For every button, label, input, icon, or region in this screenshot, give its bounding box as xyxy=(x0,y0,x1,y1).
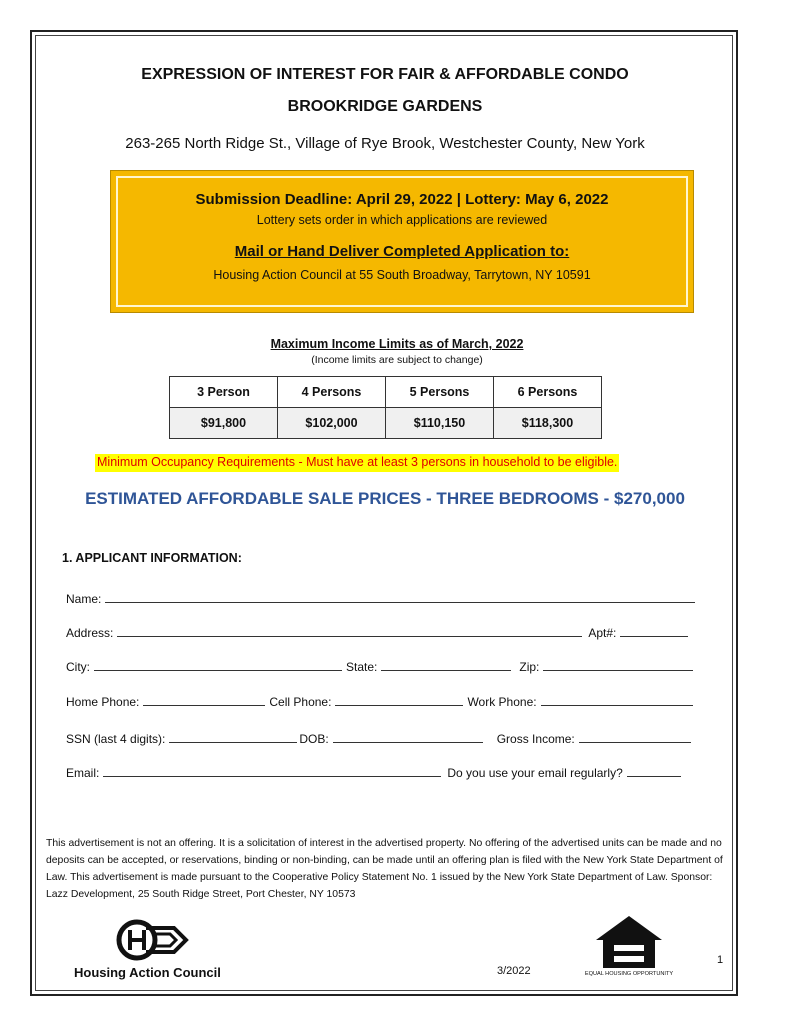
email-field[interactable] xyxy=(103,765,441,777)
city-label: City: xyxy=(66,660,90,674)
phone-row xyxy=(66,694,693,709)
address-row xyxy=(66,625,688,640)
dob-field[interactable] xyxy=(333,731,483,743)
state-field[interactable] xyxy=(381,659,511,671)
ssn-label: SSN (last 4 digits): xyxy=(66,732,166,746)
mail-address: Housing Action Council at 55 South Broadway, Tarrytown, NY 10591 xyxy=(213,268,591,282)
table-cell: $110,150 xyxy=(386,408,494,439)
property-name: BROOKRIDGE GARDENS xyxy=(287,98,483,115)
hac-logo-icon xyxy=(116,918,190,962)
cell-phone-label: Cell Phone: xyxy=(269,695,332,709)
table-cell: $118,300 xyxy=(494,408,602,439)
property-address: 263-265 North Ridge St., Village of Rye Brook, Westchester County, New York xyxy=(125,135,645,152)
table-cell: $91,800 xyxy=(170,408,278,439)
gross-income-label: Gross Income: xyxy=(496,732,575,746)
min-occupancy-notice: Minimum Occupancy Requirements - Must have at least 3 persons in household to be eligible. xyxy=(95,454,619,472)
table-header-cell: 5 Persons xyxy=(386,377,494,408)
email-row xyxy=(66,765,681,780)
income-limits-subtitle: (Income limits are subject to change) xyxy=(311,354,483,366)
table-header-row xyxy=(170,377,602,408)
state-label: State: xyxy=(346,660,378,674)
apt-field[interactable] xyxy=(620,625,688,637)
work-phone-field[interactable] xyxy=(541,694,693,706)
equal-housing-icon xyxy=(584,914,674,984)
estimated-sale-price: ESTIMATED AFFORDABLE SALE PRICES - THREE BEDROOMS - $270,000 xyxy=(85,489,685,508)
table-cell: $102,000 xyxy=(278,408,386,439)
cell-phone-field[interactable] xyxy=(335,694,463,706)
name-row xyxy=(66,591,695,606)
gross-income-field[interactable] xyxy=(579,731,691,743)
document-date: 3/2022 xyxy=(497,965,531,977)
ssn-dob-income-row xyxy=(66,731,691,746)
notice-box xyxy=(110,170,694,313)
zip-field[interactable] xyxy=(543,659,693,671)
work-phone-label: Work Phone: xyxy=(467,695,537,709)
city-state-zip-row xyxy=(66,659,693,674)
email-regular-field[interactable] xyxy=(627,765,681,777)
table-header-cell: 4 Persons xyxy=(278,377,386,408)
ssn-field[interactable] xyxy=(169,731,297,743)
table-row xyxy=(170,408,602,439)
submission-deadline: Submission Deadline: April 29, 2022 | Lottery: May 6, 2022 xyxy=(195,191,609,208)
income-limits-title: Maximum Income Limits as of March, 2022 xyxy=(270,337,524,351)
eho-text: EQUAL HOUSING OPPORTUNITY xyxy=(584,971,674,977)
zip-label: Zip: xyxy=(519,660,540,674)
table-header-cell: 3 Person xyxy=(170,377,278,408)
home-phone-label: Home Phone: xyxy=(66,695,140,709)
address-field[interactable] xyxy=(117,625,582,637)
email-label: Email: xyxy=(66,766,100,780)
lottery-note: Lottery sets order in which applications are reviewed xyxy=(256,213,548,227)
hac-org-name: Housing Action Council xyxy=(74,965,221,980)
dob-label: DOB: xyxy=(299,732,329,746)
page-number: 1 xyxy=(717,954,724,966)
address-label: Address: xyxy=(66,626,114,640)
name-field[interactable] xyxy=(105,591,695,603)
name-label: Name: xyxy=(66,592,102,606)
mail-instructions-title: Mail or Hand Deliver Completed Application to: xyxy=(234,243,570,260)
home-phone-field[interactable] xyxy=(143,694,265,706)
applicant-section-heading: 1. APPLICANT INFORMATION: xyxy=(62,551,242,565)
apt-label: Apt#: xyxy=(588,626,617,640)
legal-disclaimer: This advertisement is not an offering. It is a solicitation of interest in the advertised property. No offering of the advertised units can be made and no deposits can be accepted, or reservations, binding or non-binding, can be made until an offering plan is filed with the New York State Department of Law. This advertisement is made pursuant to the Cooperative Policy Statement No. 1 issued by the New York State Department of Law. Sponsor: Lazz Development, 25 South Ridge Street, Port Chester, NY 10573 xyxy=(46,838,723,900)
income-limits-table xyxy=(169,376,602,439)
city-field[interactable] xyxy=(94,659,342,671)
email-regular-label: Do you use your email regularly? xyxy=(447,766,623,780)
document-title: EXPRESSION OF INTEREST FOR FAIR & AFFORDABLE CONDO xyxy=(141,66,629,83)
table-header-cell: 6 Persons xyxy=(494,377,602,408)
